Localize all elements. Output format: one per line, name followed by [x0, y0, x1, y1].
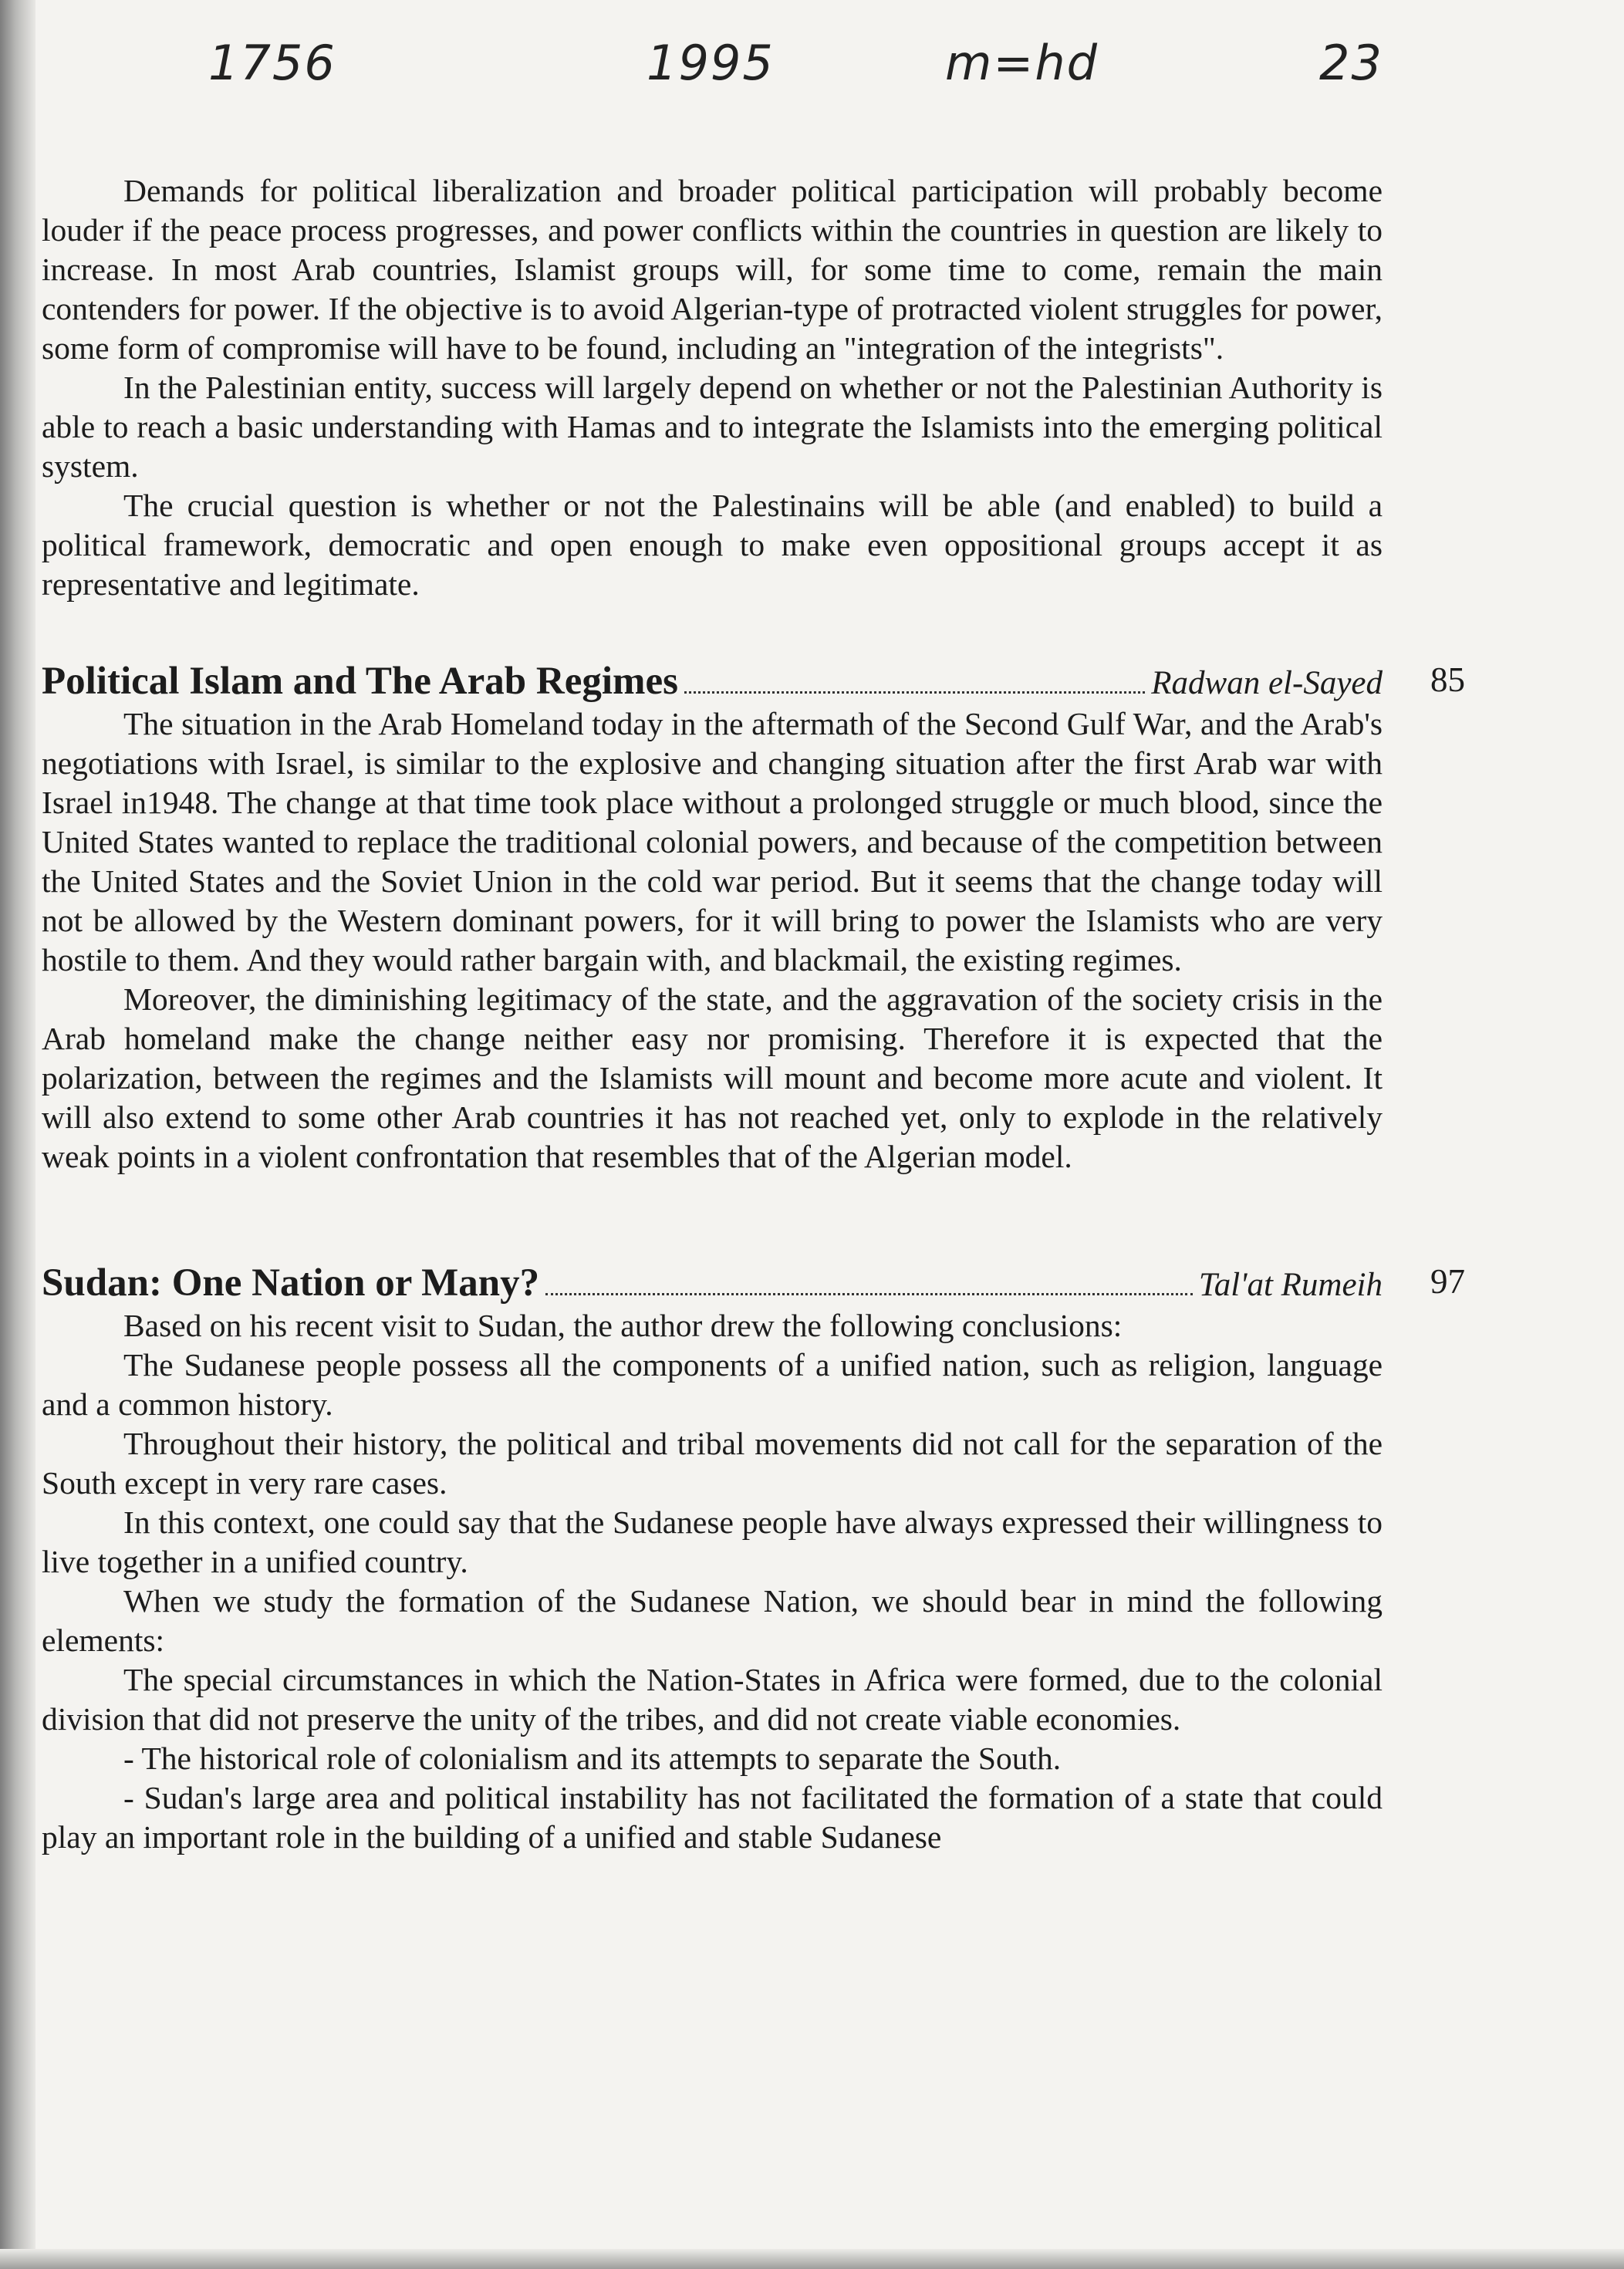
- section-paragraph: - Sudan's large area and political instability has not facilitated the formation of a state that could play an important role in the building of a unified and stable Sudanese: [42, 1780, 1383, 1855]
- bottom-edge-shadow: [0, 2249, 1624, 2269]
- handwritten-code: m=hd: [945, 35, 1099, 91]
- section-paragraph: The Sudanese people possess all the components of a unified nation, such as religion, language and a common history.: [42, 1347, 1383, 1422]
- section-title: Sudan: One Nation or Many?: [42, 1261, 540, 1305]
- intro-paragraph-2: In the Palestinian entity, success will largely depend on whether or not the Palestinian Authority is able to reach a basic understanding with Hamas and to integrate the Islamists into the emerging political system.: [42, 370, 1383, 484]
- handwritten-ref: 1756: [208, 35, 336, 91]
- section-title: Political Islam and The Arab Regimes: [42, 660, 678, 703]
- section-paragraph: Moreover, the diminishing legitimacy of the state, and the aggravation of the society crisis in the Arab homeland make the change neither easy nor promising. Therefore it is expected that the polarization, between the regimes and the Islamists will mount and become more acute and violent. It will also extend to some other Arab countries it has not reached yet, only to explode in the relatively weak points in a violent confrontation that resembles that of the Algerian model.: [42, 981, 1383, 1174]
- intro-block: [42, 171, 1383, 604]
- section-author: Tal'at Rumeih: [1198, 1267, 1383, 1303]
- binding-shadow: [0, 0, 35, 2269]
- intro-paragraph-1: Demands for political liberalization and broader political participation will probably become louder if the peace process progresses, and power conflicts within the countries in question are likely to increase. In most Arab countries, Islamist groups will, for some time to come, remain the main contenders for power. If the objective is to avoid Algerian-type of protracted violent struggles for power, some form of compromise will have to be found, including an "integration of the integrists".: [42, 173, 1383, 366]
- handwritten-number: 23: [1319, 35, 1383, 91]
- section-page-number: 97: [1430, 1262, 1465, 1301]
- section-paragraph: The special circumstances in which the Nation-States in Africa were formed, due to the colonial division that did not preserve the unity of the tribes, and did not create viable economies.: [42, 1662, 1383, 1737]
- page-content: [42, 171, 1465, 1857]
- section-heading: [42, 658, 1465, 704]
- section-political-islam: [42, 658, 1465, 1177]
- intro-paragraph-3: The crucial question is whether or not the Palestinains will be able (and enabled) to build a political framework, democratic and open enough to make even oppositional groups accept it as representative and legitimate.: [42, 488, 1383, 602]
- section-paragraph: The situation in the Arab Homeland today in the aftermath of the Second Gulf War, and the Arab's negotiations with Israel, is similar to the explosive and changing situation after the first Arab war with Israel in1948. The change at that time took place without a prolonged struggle or much blood, since the United States wanted to replace the traditional colonial powers, and because of the competition between the United States and the Soviet Union in the cold war period. But it seems that the change today will not be allowed by the Western dominant powers, for it will bring to power the Islamists who are very hostile to them. And they would rather bargain with, and blackmail, the existing regimes.: [42, 706, 1383, 977]
- section-paragraph: In this context, one could say that the Sudanese people have always expressed their willingness to live together in a unified country.: [42, 1504, 1383, 1579]
- leader-dots: [684, 690, 1145, 694]
- leader-dots: [545, 1292, 1193, 1295]
- section-paragraph: When we study the formation of the Sudanese Nation, we should bear in mind the following elements:: [42, 1583, 1383, 1658]
- handwritten-year: 1995: [647, 35, 775, 91]
- section-page-number: 85: [1430, 660, 1465, 699]
- section-paragraph: Throughout their history, the political and tribal movements did not call for the separation of the South except in very rare cases.: [42, 1426, 1383, 1501]
- section-author: Radwan el-Sayed: [1151, 665, 1383, 701]
- section-sudan: [42, 1260, 1465, 1857]
- section-paragraph: - The historical role of colonialism and its attempts to separate the South.: [123, 1741, 1062, 1776]
- section-paragraph: Based on his recent visit to Sudan, the author drew the following conclusions:: [123, 1308, 1123, 1343]
- section-heading: [42, 1260, 1465, 1306]
